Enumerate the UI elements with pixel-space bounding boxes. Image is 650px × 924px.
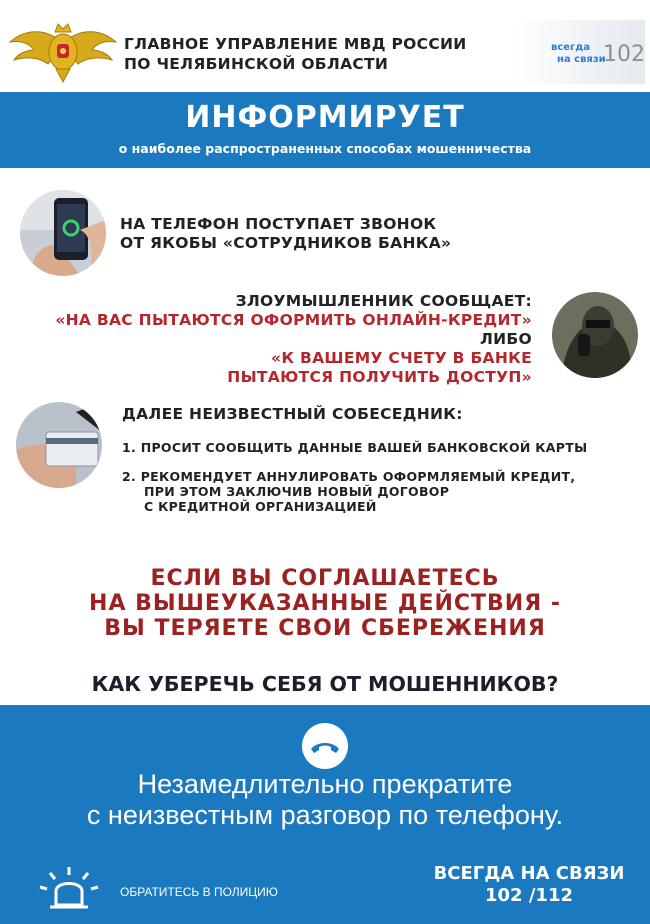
how-to-protect-heading: КАК УБЕРЕЧЬ СЕБЯ ОТ МОШЕННИКОВ? [91, 672, 559, 696]
organization-name [124, 34, 467, 74]
always-available-badge [515, 20, 645, 84]
step-1-text [120, 215, 451, 253]
badge-number: 102 [603, 42, 645, 67]
step-2-line-5: ПЫТАЮТСЯ ПОЛУЧИТЬ ДОСТУП» [227, 368, 532, 386]
advice-text [0, 769, 650, 831]
phone-call-photo [20, 190, 106, 276]
step-1-line-2: ОТ ЯКОБЫ «СОТРУДНИКОВ БАНКА» [120, 234, 452, 252]
warning-line-2: НА ВЫШЕУКАЗАННЫЕ ДЕЙСТВИЯ - [89, 591, 561, 616]
warning-line-3: ВЫ ТЕРЯЕТЕ СВОИ СБЕРЕЖЕНИЯ [104, 616, 546, 641]
bank-card-photo [16, 402, 102, 488]
siren-icon [36, 865, 102, 911]
step-3-item-2-line-3: С КРЕДИТНОЙ ОРГАНИЗАЦИЕЙ [144, 499, 377, 514]
step-2-line-3: ЛИБО [479, 330, 532, 348]
advice-line-1: Незамедлительно прекратите [137, 769, 513, 799]
step-2-text [40, 292, 532, 387]
step-3-heading: ДАЛЕЕ НЕИЗВЕСТНЫЙ СОБЕСЕДНИК: [122, 405, 463, 423]
org-line-2: ПО ЧЕЛЯБИНСКОЙ ОБЛАСТИ [124, 55, 389, 73]
warning-text [0, 566, 650, 641]
advice-line-2: с неизвестным разговор по телефону. [86, 800, 564, 830]
step-3-item-1: 1. ПРОСИТ СООБЩИТЬ ДАННЫЕ ВАШЕЙ БАНКОВСКОЙ КАРТЫ [122, 440, 588, 455]
badge-line-1: всегда [551, 42, 591, 53]
step-3-item-2-line-1: 2. РЕКОМЕНДУЕТ АННУЛИРОВАТЬ ОФОРМЛЯЕМЫЙ КРЕДИТ, [122, 469, 576, 484]
step-3-item-2-line-2: ПРИ ЭТОМ ЗАКЛЮЧИВ НОВЫЙ ДОГОВОР [144, 484, 450, 499]
contact-police-label: ОБРАТИТЕСЬ В ПОЛИЦИЮ [120, 885, 278, 899]
warning-line-1: ЕСЛИ ВЫ СОГЛАШАЕТЕСЬ [150, 566, 500, 591]
step-3-list [122, 440, 587, 514]
step-2-line-2: «НА ВАС ПЫТАЮТСЯ ОФОРМИТЬ ОНЛАЙН-КРЕДИТ» [55, 311, 532, 329]
step-2-line-4: «К ВАШЕМУ СЧЕТУ В БАНКЕ [271, 349, 532, 367]
mvd-emblem-icon [8, 14, 118, 84]
informs-banner [0, 92, 650, 168]
banner-subtitle: о наиболее распространенных способах мошенничества [118, 141, 532, 156]
banner-title: ИНФОРМИРУЕТ [185, 100, 465, 135]
fraudster-photo [552, 292, 638, 378]
badge-line-2: на связи [557, 54, 606, 65]
phone-hangup-icon [302, 723, 348, 769]
org-line-1: ГЛАВНОЕ УПРАВЛЕНИЕ МВД РОССИИ [124, 35, 467, 53]
step-1-line-1: НА ТЕЛЕФОН ПОСТУПАЕТ ЗВОНОК [120, 215, 437, 233]
contact-line-1: ВСЕГДА НА СВЯЗИ [433, 863, 625, 884]
contact-numbers [420, 863, 638, 907]
contact-line-2: 102 /112 [485, 885, 573, 906]
advice-panel [0, 705, 650, 924]
step-2-line-1: ЗЛОУМЫШЛЕННИК СООБЩАЕТ: [235, 292, 532, 310]
